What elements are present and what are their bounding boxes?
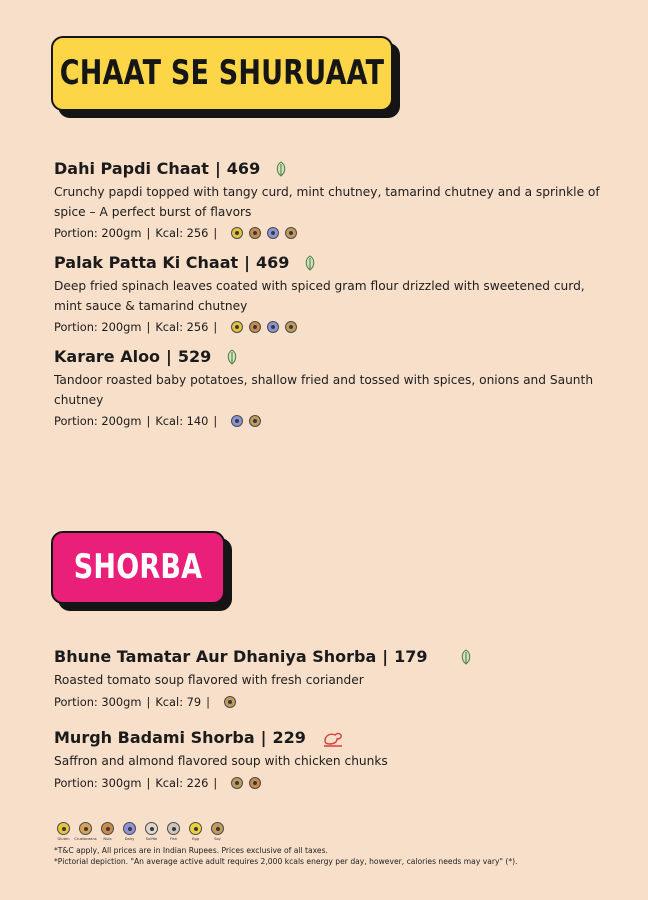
item-kcal: Kcal: 256: [155, 226, 209, 240]
item-name: Karare Aloo: [54, 347, 161, 366]
nuts-allergen-icon: [249, 777, 261, 789]
dairy-allergen-icon: [267, 321, 279, 333]
soy-allergen-icon: [285, 321, 297, 333]
item-kcal: Kcal: 256: [155, 320, 209, 334]
soy-allergen-icon: [249, 415, 261, 427]
veg-leaf-icon: [303, 255, 317, 271]
legend-item-sulfite: [142, 822, 161, 842]
veg-leaf-icon: [225, 349, 239, 365]
legend-item-fish: [164, 822, 183, 842]
menu-item[interactable]: Murgh Badami Shorba | 229 Saffron and almond flavored soup with chicken chunks Portion: 300gm | Kcal: 226 |: [54, 728, 614, 791]
legend-item-egg: [186, 822, 205, 842]
soy-allergen-icon: [224, 696, 236, 708]
item-description: Roasted tomato soup flavored with fresh coriander: [54, 673, 364, 687]
legend-label: Crustaceans: [74, 837, 97, 841]
menu-item[interactable]: Bhune Tamatar Aur Dhaniya Shorba | 179 Roasted tomato soup flavored with fresh coriander Portion: 300gm | Kcal: 79 |: [54, 647, 614, 710]
egg-allergen-icon: [189, 822, 202, 835]
item-price: 469: [256, 253, 290, 272]
allergen-badges: [231, 227, 297, 239]
menu-item[interactable]: Karare Aloo | 529 Tandoor roasted baby potatoes, shallow fried and tossed with spices, onions and Saunth chutney Portion: 200gm | Kcal: 140 |: [54, 347, 614, 429]
allergen-badges: [231, 777, 261, 789]
item-price: 179: [394, 647, 428, 666]
legend-label: Sulfite: [145, 837, 158, 841]
soy-allergen-icon: [231, 777, 243, 789]
legend-label: Fish: [170, 837, 177, 841]
dairy-allergen-icon: [231, 415, 243, 427]
dairy-allergen-icon: [123, 822, 136, 835]
section-title: SHORBA: [73, 548, 203, 587]
gluten-allergen-icon: [57, 822, 70, 835]
item-name: Murgh Badami Shorba: [54, 728, 255, 747]
item-kcal: Kcal: 226: [155, 775, 209, 790]
footnote-pictorial: *Pictorial depiction. "An average active adult requires 2,000 kcals energy per day, however, calories needs may vary" (*).: [54, 857, 518, 866]
nuts-allergen-icon: [249, 227, 261, 239]
legend-item-dairy: [120, 822, 139, 842]
item-price: 469: [226, 159, 261, 178]
menu-item[interactable]: Palak Patta Ki Chaat | 469 Deep fried spinach leaves coated with spiced gram flour drizzled with sweetened curd, mint sauce & tamarind chutney Portion: 200gm | Kcal: 256 |: [54, 253, 614, 335]
allergen-legend: [54, 822, 227, 842]
nuts-allergen-icon: [101, 822, 114, 835]
item-description: Crunchy papdi topped with tangy curd, mint chutney, tamarind chutney and a sprinkle of spice – A perfect burst of flavors: [54, 185, 600, 219]
dairy-allergen-icon: [267, 227, 279, 239]
soy-allergen-icon: [211, 822, 224, 835]
allergen-badges: [231, 415, 261, 427]
nuts-allergen-icon: [249, 321, 261, 333]
legend-label: Egg: [192, 837, 199, 841]
item-name: Dahi Papdi Chaat: [54, 159, 209, 178]
veg-leaf-icon: [274, 161, 288, 177]
item-portion: Portion: 200gm: [54, 320, 142, 334]
item-portion: Portion: 300gm: [54, 775, 142, 790]
item-portion: Portion: 300gm: [54, 694, 142, 709]
chicken-icon: [322, 729, 344, 747]
allergen-badges: [231, 321, 297, 333]
item-kcal: Kcal: 79: [155, 694, 202, 709]
legend-item-nuts: [98, 822, 117, 842]
item-portion: Portion: 200gm: [54, 414, 142, 428]
gluten-allergen-icon: [231, 227, 243, 239]
section-title: CHAAT SE SHURUAAT: [59, 54, 385, 93]
item-name: Bhune Tamatar Aur Dhaniya Shorba: [54, 647, 377, 666]
sulfite-allergen-icon: [145, 822, 158, 835]
item-portion: Portion: 200gm: [54, 226, 142, 240]
item-description: Deep fried spinach leaves coated with spiced gram flour drizzled with sweetened curd, mint sauce & tamarind chutney: [54, 279, 585, 313]
footnote-terms: *T&C apply, All prices are in Indian Rupees. Prices exclusive of all taxes.: [54, 846, 328, 855]
crustaceans-allergen-icon: [79, 822, 92, 835]
section-banner-chaat: [51, 36, 393, 111]
item-price: 529: [177, 347, 212, 366]
legend-label: Dairy: [124, 837, 135, 841]
item-kcal: Kcal: 140: [155, 414, 209, 428]
soy-allergen-icon: [285, 227, 297, 239]
item-description: Tandoor roasted baby potatoes, shallow fried and tossed with spices, onions and Saunth chutney: [54, 373, 594, 407]
item-name: Palak Patta Ki Chaat: [54, 253, 239, 272]
fish-allergen-icon: [167, 822, 180, 835]
legend-label: Soy: [214, 837, 221, 841]
item-price: 229: [272, 728, 306, 747]
item-description: Saffron and almond flavored soup with chicken chunks: [54, 754, 388, 768]
legend-item-gluten: [54, 822, 73, 842]
menu-item[interactable]: Dahi Papdi Chaat | 469 Crunchy papdi topped with tangy curd, mint chutney, tamarind chutney and a sprinkle of spice – A perfect burst of flavors Portion: 200gm | Kcal: 256 |: [54, 159, 614, 241]
legend-item-soy: [208, 822, 227, 842]
veg-leaf-icon: [459, 649, 473, 665]
legend-item-crustaceans: [76, 822, 95, 842]
legend-label: Nuts: [103, 837, 112, 841]
gluten-allergen-icon: [231, 321, 243, 333]
allergen-badges: [224, 696, 236, 708]
legend-label: Gluten: [57, 837, 70, 841]
section-banner-shorba: [51, 531, 225, 604]
